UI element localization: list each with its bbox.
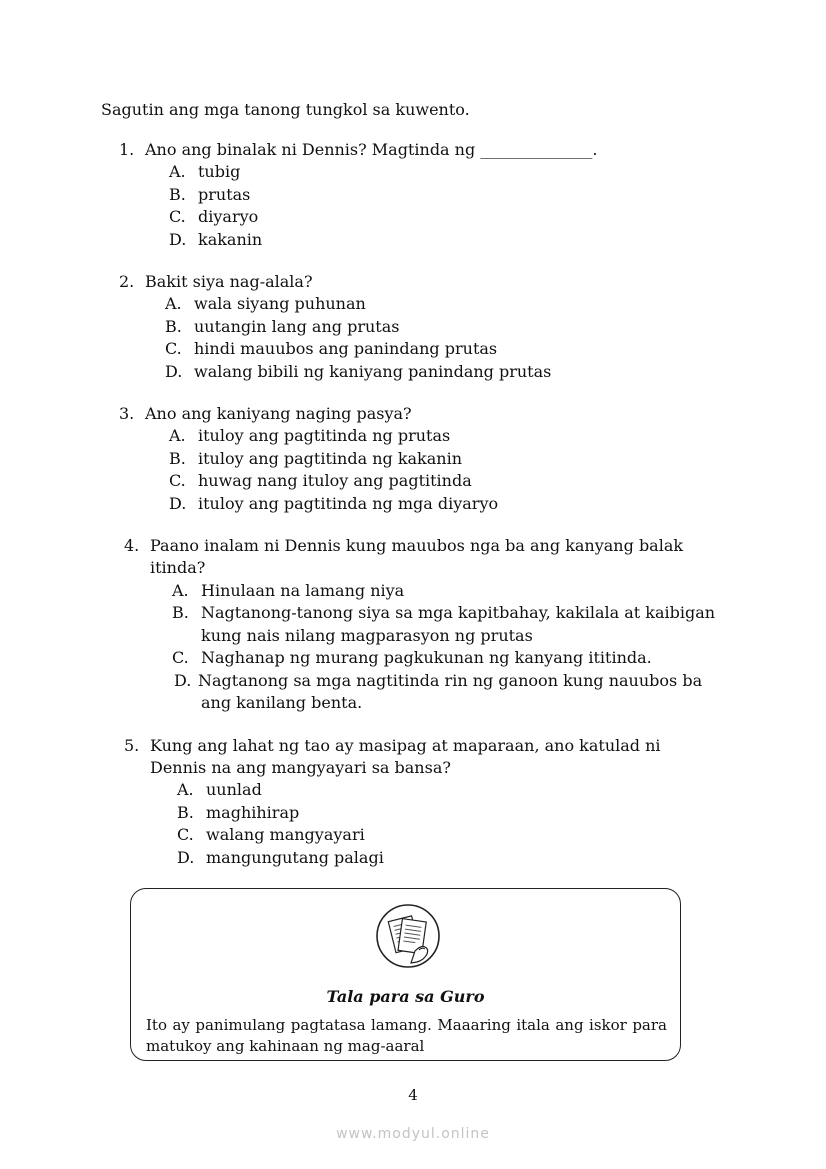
choice-5a: A. uunlad — [177, 780, 262, 799]
choice-1a: A. tubig — [169, 162, 241, 181]
choice-3d: D. ituloy ang pagtitinda ng mga diyaryo — [169, 494, 499, 513]
choice-5d: D. mangungutang palagi — [177, 848, 384, 867]
choice-1c: C. diyaryo — [169, 207, 259, 226]
choice-5b: B. maghihirap — [177, 803, 300, 822]
choice-5c: C. walang mangyayari — [177, 825, 365, 844]
choice-3a: A. ituloy ang pagtitinda ng prutas — [169, 426, 451, 445]
choice-2d: D. walang bibili ng kaniyang panindang prutas — [165, 362, 552, 381]
choice-4d: D. Nagtanong sa mga nagtitinda rin ng ganoon kung nauubos ba — [174, 671, 703, 690]
choice-4d-cont: ang kanilang benta. — [201, 693, 363, 712]
question-4-text-cont: itinda? — [150, 558, 206, 577]
choice-2c: C. hindi mauubos ang panindang prutas — [165, 339, 498, 358]
choice-1d: D. kakanin — [169, 230, 263, 249]
papers-in-hand-icon — [375, 903, 441, 973]
choice-4b: B. Nagtanong-tanong siya sa mga kapitbahay, kakilala at kaibigan — [172, 603, 716, 622]
choice-2a: A. wala siyang puhunan — [165, 294, 366, 313]
note-title: Tala para sa Guro — [326, 987, 485, 1006]
note-body: Ito ay panimulang pagtatasa lamang. Maaaring itala ang iskor para matukoy ang kahinaan ng mag-aaral — [146, 1016, 667, 1055]
choice-1b: B. prutas — [169, 185, 251, 204]
choice-3c: C. huwag nang ituloy ang pagtitinda — [169, 471, 472, 490]
question-1-text: 1. Ano ang binalak ni Dennis? Magtinda ng ______________. — [119, 140, 598, 159]
page-number: 4 — [408, 1086, 418, 1104]
instruction-text: Sagutin ang mga tanong tungkol sa kuwento. — [101, 100, 470, 119]
question-5-text-cont: Dennis na ang mangyayari sa bansa? — [150, 758, 451, 777]
question-4-text: 4. Paano inalam ni Dennis kung mauubos nga ba ang kanyang balak — [124, 536, 684, 555]
choice-2b: B. uutangin lang ang prutas — [165, 317, 400, 336]
question-5-text: 5. Kung ang lahat ng tao ay masipag at maparaan, ano katulad ni — [124, 736, 661, 755]
choice-4c: C. Naghanap ng murang pagkukunan ng kanyang ititinda. — [172, 648, 652, 667]
choice-3b: B. ituloy ang pagtitinda ng kakanin — [169, 449, 463, 468]
teacher-note-box — [130, 888, 681, 1061]
choice-4b-cont: kung nais nilang magparasyon ng prutas — [201, 626, 533, 645]
watermark: www.modyul.online — [336, 1126, 490, 1142]
question-2-text: 2. Bakit siya nag-alala? — [119, 272, 313, 291]
question-3-text: 3. Ano ang kaniyang naging pasya? — [119, 404, 412, 423]
choice-4a: A. Hinulaan na lamang niya — [172, 581, 405, 600]
